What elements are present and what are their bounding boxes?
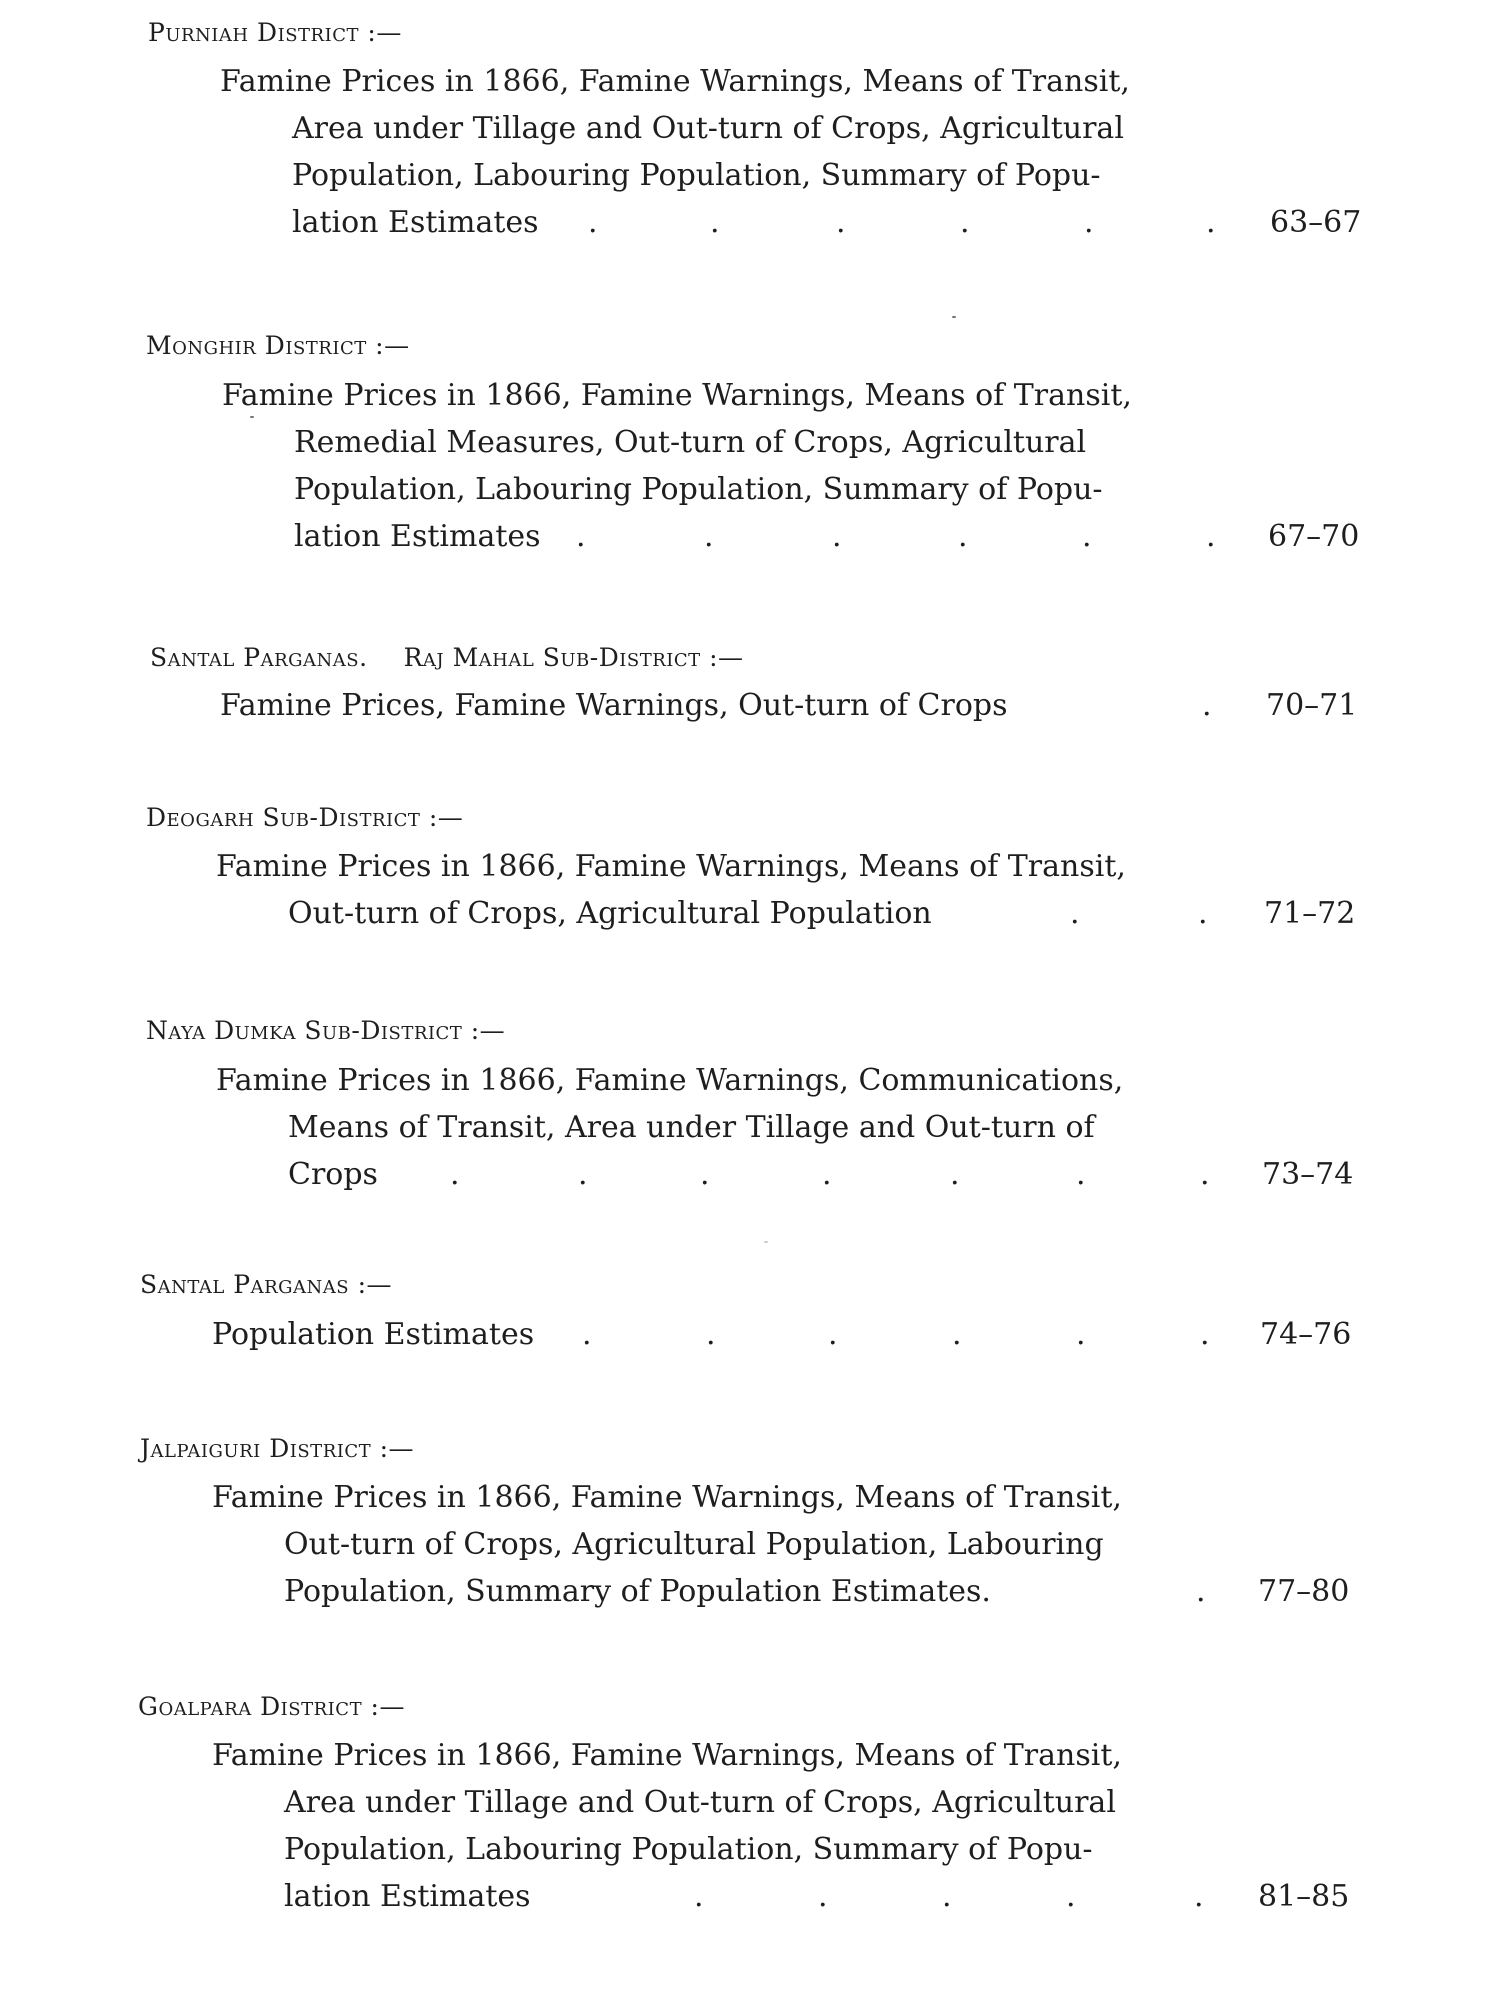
leader-dot: . xyxy=(1066,1879,1076,1914)
entry-description: Famine Prices in 1866, Famine Warnings, Means of Transit, Area under Tillage and Out-turn of Crops, Agricultural Population, Labouring Population, Summary of Popu- lation Estimates xyxy=(212,1738,1122,1914)
leader-dot: . xyxy=(822,1157,832,1192)
leader-dot: . xyxy=(1076,1317,1086,1352)
leader-dot: . xyxy=(588,205,598,240)
entry-description: Famine Prices in 1866, Famine Warnings, Means of Transit, Area under Tillage and Out-turn of Crops, Agricultural Population, Labouring Population, Summary of Popu- lation Estimates xyxy=(220,58,1210,246)
leader-dot: . xyxy=(1082,519,1092,554)
leader-dot: . xyxy=(832,519,842,554)
leader-dot: . xyxy=(952,1317,962,1352)
leader-dot: . xyxy=(1200,1317,1210,1352)
entry-heading: Deogarh Sub-District :— xyxy=(146,803,464,832)
entry-heading: Santal Parganas :— xyxy=(140,1270,392,1299)
leader-dot: . xyxy=(950,1157,960,1192)
leader-dot: . xyxy=(582,1317,592,1352)
page-range: 70–71 xyxy=(1266,688,1358,723)
leader-dot: . xyxy=(958,519,968,554)
entry-description: Famine Prices in 1866, Famine Warnings, Means of Transit, Remedial Measures, Out-turn of Crops, Agricultural Population, Labouring Population, Summary of Popu- lation Estimates xyxy=(222,378,1132,554)
leader-dot: . xyxy=(700,1157,710,1192)
entry-heading: Santal Parganas. Raj Mahal Sub-District :— xyxy=(150,643,744,672)
entry-heading: Naya Dumka Sub-District :— xyxy=(146,1016,506,1045)
entry-heading: Monghir District :— xyxy=(146,331,410,360)
leader-dot: . xyxy=(818,1879,828,1914)
page-range: 74–76 xyxy=(1260,1317,1352,1352)
leader-dot: . xyxy=(706,1317,716,1352)
page-range: 81–85 xyxy=(1258,1879,1350,1914)
page-range: 71–72 xyxy=(1264,896,1356,931)
leader-dot: . xyxy=(704,519,714,554)
leader-dot: . xyxy=(1196,1574,1206,1609)
leader-dot: . xyxy=(450,1157,460,1192)
leader-dot: . xyxy=(1206,205,1216,240)
leader-dot: . xyxy=(1076,1157,1086,1192)
leader-dot: . xyxy=(1200,1157,1210,1192)
page-range: 63–67 xyxy=(1270,205,1362,240)
leader-dot: . xyxy=(710,205,720,240)
last-line: lation Estimates xyxy=(292,205,539,240)
entry-description: Famine Prices in 1866, Famine Warnings, Means of Transit, Out-turn of Crops, Agricultural Population xyxy=(216,849,1126,931)
leader-dot: . xyxy=(1084,205,1094,240)
leader-dot: . xyxy=(1198,896,1208,931)
scan-speck xyxy=(952,316,956,318)
leader-dot: . xyxy=(578,1157,588,1192)
entry-heading: Jalpaiguri District :— xyxy=(140,1434,415,1463)
scan-speck xyxy=(764,1241,768,1243)
entry-description: Famine Prices in 1866, Famine Warnings, Means of Transit, Out-turn of Crops, Agricultural Population, Labouring Population, Summary of Population Estimates. xyxy=(212,1480,1122,1609)
leader-dot: . xyxy=(1194,1879,1204,1914)
leader-dot: . xyxy=(942,1879,952,1914)
entry-heading: Goalpara District :— xyxy=(138,1692,405,1721)
leader-dot: . xyxy=(694,1879,704,1914)
entry-description: Famine Prices in 1866, Famine Warnings, Communications, Means of Transit, Area under Tillage and Out-turn of Crops xyxy=(216,1063,1124,1192)
page-range: 77–80 xyxy=(1258,1574,1350,1609)
page-range: 73–74 xyxy=(1262,1157,1354,1192)
leader-dot: . xyxy=(828,1317,838,1352)
entry-heading: Purniah District :— xyxy=(148,18,402,47)
leader-dot: . xyxy=(960,205,970,240)
leader-dot: . xyxy=(1070,896,1080,931)
leader-dot: . xyxy=(1202,688,1212,723)
leader-dot: . xyxy=(836,205,846,240)
page-range: 67–70 xyxy=(1268,519,1360,554)
entry-description: Population Estimates xyxy=(212,1317,535,1352)
scan-speck xyxy=(250,416,254,418)
leader-dot: . xyxy=(576,519,586,554)
leader-dot: . xyxy=(1206,519,1216,554)
entry-description: Famine Prices, Famine Warnings, Out-turn of Crops xyxy=(220,688,1008,723)
